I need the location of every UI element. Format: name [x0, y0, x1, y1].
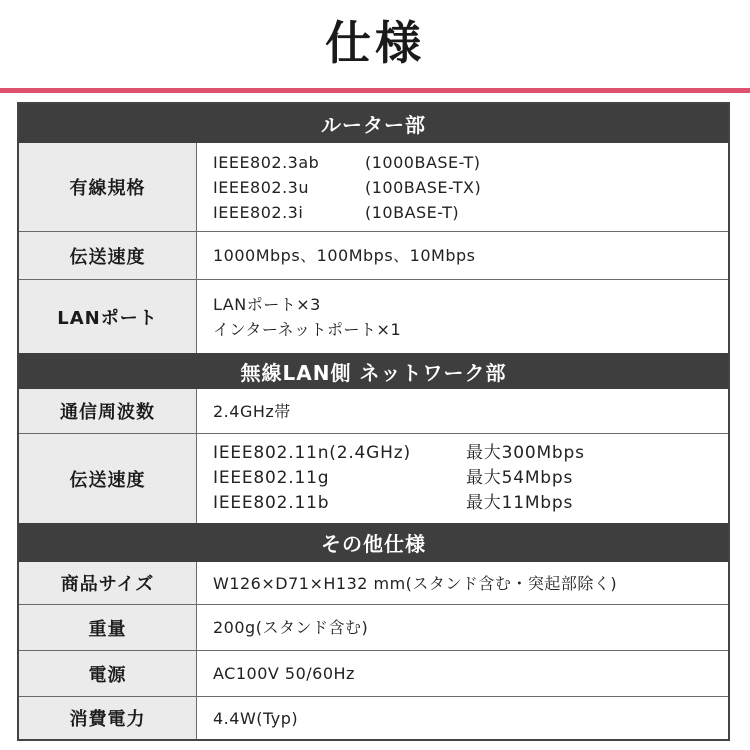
spec-value: [197, 280, 728, 353]
spec-label: 電源: [19, 651, 197, 696]
spec-line: [213, 466, 728, 491]
spec-value: [197, 605, 728, 650]
standard-name: IEEE802.11n(2.4GHz): [213, 443, 411, 463]
standard-name: IEEE802.3u: [213, 177, 309, 197]
spec-label: 通信周波数: [19, 389, 197, 433]
spec-value: [197, 697, 728, 739]
spec-row-transfer-speed: [19, 231, 728, 279]
spec-line: [213, 150, 728, 175]
spec-label: 有線規格: [19, 143, 197, 231]
spec-label: 商品サイズ: [19, 562, 197, 604]
spec-row-wireless-speed: [19, 433, 728, 523]
spec-value: [197, 434, 728, 523]
section-header-router: ルーター部: [19, 104, 728, 143]
section-header-other: その他仕様: [19, 523, 728, 562]
spec-line: 2.4GHz帯: [213, 401, 291, 421]
standard-name: IEEE802.11g: [213, 468, 330, 488]
spec-row-frequency: [19, 389, 728, 433]
spec-line: インターネットポート×1: [213, 319, 402, 339]
spec-label: LANポート: [19, 280, 197, 353]
spec-value: [197, 562, 728, 604]
title-divider: [0, 88, 750, 93]
max-speed: 最大54Mbps: [466, 468, 574, 488]
spec-label: 消費電力: [19, 697, 197, 739]
spec-line: W126×D71×H132 mm(スタンド含む・突起部除く): [213, 573, 618, 593]
spec-line: 1000Mbps、100Mbps、10Mbps: [213, 246, 476, 265]
spec-line: 4.4W(Typ): [213, 708, 299, 728]
spec-line: [213, 175, 728, 200]
spec-label: 重量: [19, 605, 197, 650]
spec-value: [197, 143, 728, 231]
spec-line: [213, 200, 728, 225]
spec-value: [197, 651, 728, 696]
section-header-wireless: 無線LAN側 ネットワーク部: [19, 353, 728, 389]
spec-label: 伝送速度: [19, 232, 197, 279]
spec-row-weight: [19, 604, 728, 650]
standard-type: (1000BASE-T): [365, 152, 481, 172]
spec-line: [213, 491, 728, 516]
spec-line: AC100V 50/60Hz: [213, 664, 355, 683]
standard-name: IEEE802.3ab: [213, 152, 320, 172]
spec-label: 伝送速度: [19, 434, 197, 523]
spec-row-power-consumption: [19, 696, 728, 739]
spec-row-lan-port: [19, 279, 728, 353]
max-speed: 最大11Mbps: [466, 493, 574, 513]
spec-line: LANポート×3: [213, 294, 321, 314]
spec-table: [17, 102, 730, 741]
spec-line: 200g(スタンド含む): [213, 618, 369, 637]
page-title: 仕様: [325, 16, 425, 70]
standard-type: (10BASE-T): [365, 202, 460, 222]
spec-row-power-supply: [19, 650, 728, 696]
standard-name: IEEE802.3i: [213, 202, 304, 222]
spec-row-wired-standard: [19, 143, 728, 231]
max-speed: 最大300Mbps: [466, 443, 585, 463]
standard-type: (100BASE-TX): [365, 177, 482, 197]
spec-line: [213, 441, 728, 466]
standard-name: IEEE802.11b: [213, 493, 330, 513]
spec-row-product-size: [19, 562, 728, 604]
spec-value: [197, 389, 728, 433]
spec-value: [197, 232, 728, 279]
